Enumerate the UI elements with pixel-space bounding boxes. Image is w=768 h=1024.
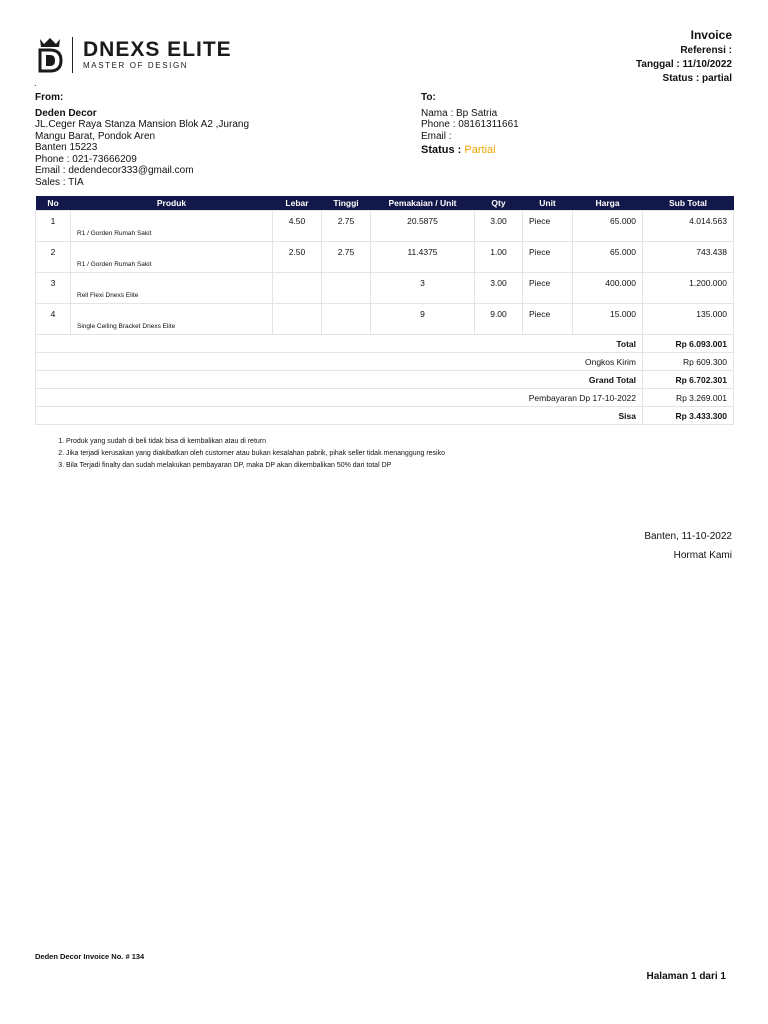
footer-page-number: Halaman 1 dari 1 <box>646 971 726 982</box>
cell-subtotal: 135.000 <box>643 303 734 334</box>
to-email: Email : <box>421 130 452 142</box>
produk-name: R1 / Gorden Rumah Sakit <box>77 260 152 268</box>
cell-unit: Piece <box>523 210 573 241</box>
cell-tinggi: 2.75 <box>322 241 371 272</box>
header-tinggi: Tinggi <box>322 196 371 210</box>
signature-block <box>644 527 732 565</box>
cell-no: 2 <box>36 241 71 272</box>
header-harga: Harga <box>573 196 643 210</box>
cell-tinggi <box>322 303 371 334</box>
produk-name: R1 / Gorden Rumah Sakit <box>77 229 152 237</box>
cell-subtotal: 4.014.563 <box>643 210 734 241</box>
total-row <box>36 335 734 353</box>
cell-tinggi: 2.75 <box>322 210 371 241</box>
invoice-status: Status : partial <box>662 73 732 84</box>
to-block <box>421 92 519 157</box>
sisa-row <box>36 407 734 425</box>
cell-produk <box>71 241 273 272</box>
cell-pemakaian: 20.5875 <box>371 210 475 241</box>
from-block <box>35 92 249 188</box>
produk-name: Rell Flexi Dnexs Elite <box>77 291 139 299</box>
crown-d-logo-icon <box>36 37 64 73</box>
table-row <box>36 241 734 272</box>
pembayaran-dp-label: Pembayaran Dp 17-10-2022 <box>36 389 643 407</box>
cell-subtotal: 743.438 <box>643 241 734 272</box>
terms-list <box>52 436 445 472</box>
header-no: No <box>36 196 71 210</box>
cell-produk <box>71 210 273 241</box>
header-pemakaian: Pemakaian / Unit <box>371 196 475 210</box>
cell-lebar <box>273 272 322 303</box>
produk-name: Single Ceiling Bracket Dnexs Elite <box>77 322 176 330</box>
ongkos-kirim-value: Rp 609.300 <box>643 353 734 371</box>
from-address-line-3: Banten 15223 <box>35 142 98 153</box>
header-subtotal: Sub Total <box>643 196 734 210</box>
brand-name: DNEXS ELITE <box>83 38 232 61</box>
brand-tagline: MASTER OF DESIGN <box>83 61 189 70</box>
invoice-tanggal: Tanggal : 11/10/2022 <box>636 59 732 70</box>
grand-total-value: Rp 6.702.301 <box>643 371 734 389</box>
to-phone: Phone : 08161311661 <box>421 119 519 130</box>
ongkos-kirim-row <box>36 353 734 371</box>
totals-table <box>35 334 734 425</box>
cell-unit: Piece <box>523 272 573 303</box>
table-row <box>36 272 734 303</box>
total-value: Rp 6.093.001 <box>643 335 734 353</box>
from-address-line-1: JL.Ceger Raya Stanza Mansion Blok A2 ,Jurang <box>35 119 250 130</box>
cell-qty: 9.00 <box>475 303 523 334</box>
grand-total-label: Grand Total <box>36 371 643 389</box>
cell-harga: 15.000 <box>573 303 643 334</box>
invoice-header <box>636 28 732 86</box>
sisa-value: Rp 3.433.300 <box>643 407 734 425</box>
header-qty: Qty <box>475 196 523 210</box>
sign-closing: Hormat Kami <box>673 550 732 561</box>
term-item: 3. Bila Terjadi finalty dan sudah melakukan pembayaran DP, maka DP akan dikembalikan 50% dari total DP <box>66 460 445 472</box>
status-value: Partial <box>464 144 496 156</box>
from-email: Email : dedendecor333@gmail.com <box>35 165 194 176</box>
to-status <box>421 145 519 157</box>
marker-dot: . <box>34 78 37 88</box>
logo-divider <box>72 37 73 73</box>
table-row <box>36 210 734 241</box>
cell-tinggi <box>322 272 371 303</box>
from-sales: Sales : TIA <box>35 176 84 188</box>
table-row <box>36 303 734 334</box>
header-produk: Produk <box>71 196 273 210</box>
grand-total-row <box>36 371 734 389</box>
header-unit: Unit <box>523 196 573 210</box>
pembayaran-dp-value: Rp 3.269.001 <box>643 389 734 407</box>
from-phone: Phone : 021-73666209 <box>35 153 137 165</box>
items-table <box>35 196 734 335</box>
total-label: Total <box>36 335 643 353</box>
invoice-referensi: Referensi : <box>680 45 732 56</box>
cell-no: 4 <box>36 303 71 334</box>
footer-invoice-number: Deden Decor Invoice No. # 134 <box>35 952 145 961</box>
cell-lebar: 2.50 <box>273 241 322 272</box>
sisa-label: Sisa <box>36 407 643 425</box>
to-heading: To: <box>421 92 436 103</box>
cell-produk <box>71 303 273 334</box>
term-item: 2. Jika terjadi kerusakan yang diakibatkan oleh customer atau bukan kesalahan pabrik, pihak seller tidak menanggung resiko <box>66 448 445 460</box>
cell-unit: Piece <box>523 303 573 334</box>
cell-produk <box>71 272 273 303</box>
cell-pemakaian: 9 <box>371 303 475 334</box>
ongkos-kirim-label: Ongkos Kirim <box>36 353 643 371</box>
cell-qty: 1.00 <box>475 241 523 272</box>
from-heading: From: <box>35 92 64 103</box>
cell-no: 3 <box>36 272 71 303</box>
cell-harga: 400.000 <box>573 272 643 303</box>
cell-pemakaian: 3 <box>371 272 475 303</box>
cell-no: 1 <box>36 210 71 241</box>
cell-pemakaian: 11.4375 <box>371 241 475 272</box>
logo-text <box>83 39 232 71</box>
cell-harga: 65.000 <box>573 241 643 272</box>
company-logo <box>36 36 232 74</box>
sign-place-date: Banten, 11-10-2022 <box>644 531 732 542</box>
table-header-row <box>36 196 734 210</box>
term-item: 1. Produk yang sudah di beli tidak bisa di kembalikan atau di return <box>66 436 445 448</box>
pembayaran-dp-row <box>36 389 734 407</box>
cell-harga: 65.000 <box>573 210 643 241</box>
from-address-line-2: Mangu Barat, Pondok Aren <box>35 130 156 142</box>
invoice-title: Invoice <box>690 28 732 42</box>
cell-subtotal: 1.200.000 <box>643 272 734 303</box>
cell-qty: 3.00 <box>475 210 523 241</box>
cell-qty: 3.00 <box>475 272 523 303</box>
cell-unit: Piece <box>523 241 573 272</box>
from-company: Deden Decor <box>35 107 97 119</box>
status-label: Status : <box>421 144 462 156</box>
header-lebar: Lebar <box>273 196 322 210</box>
to-name: Nama : Bp Satria <box>421 107 498 119</box>
cell-lebar: 4.50 <box>273 210 322 241</box>
cell-lebar <box>273 303 322 334</box>
